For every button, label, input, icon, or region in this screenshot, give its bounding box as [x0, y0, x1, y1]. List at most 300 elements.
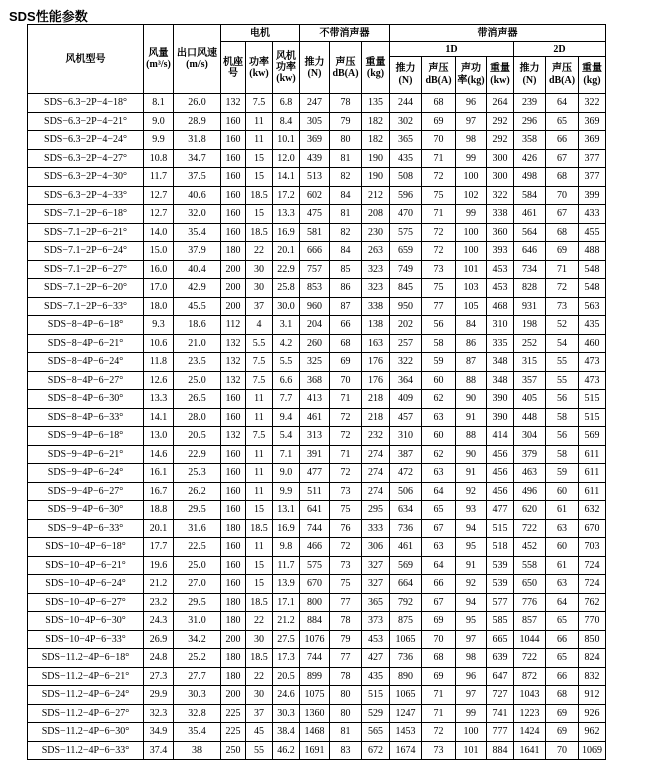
table-cell: 77 [330, 593, 362, 612]
table-cell: 200 [221, 686, 246, 705]
table-cell: 78 [330, 612, 362, 631]
table-cell: 348 [487, 353, 514, 372]
table-cell: 71 [422, 686, 456, 705]
table-cell: 163 [362, 334, 390, 353]
table-cell: 23.5 [174, 353, 221, 372]
table-cell: 264 [487, 94, 514, 113]
table-cell: 310 [390, 427, 422, 446]
table-cell: 17.3 [273, 649, 300, 668]
table-cell: 365 [390, 131, 422, 150]
table-cell: 13.9 [273, 575, 300, 594]
table-cell: 72 [330, 408, 362, 427]
table-cell: 25.2 [174, 649, 221, 668]
table-cell: 369 [579, 112, 606, 131]
table-cell: 274 [362, 464, 390, 483]
table-cell: 63 [422, 538, 456, 557]
table-row [28, 501, 606, 520]
table-cell: 9.9 [144, 131, 174, 150]
table-cell: 112 [221, 316, 246, 335]
table-cell: 244 [390, 94, 422, 113]
model-cell: SDS−8−4P−6−18° [28, 316, 144, 335]
table-cell: 477 [487, 501, 514, 520]
model-cell: SDS−9−4P−6−30° [28, 501, 144, 520]
model-cell: SDS−10−4P−6−21° [28, 556, 144, 575]
table-cell: 470 [390, 205, 422, 224]
table-cell: 63 [422, 408, 456, 427]
table-cell: 405 [514, 390, 546, 409]
table-cell: 84 [330, 242, 362, 261]
table-cell: 100 [456, 223, 487, 242]
model-cell: SDS−6.3−2P−4−24° [28, 131, 144, 150]
table-cell: 160 [221, 482, 246, 501]
table-cell: 439 [300, 149, 330, 168]
table-cell: 138 [362, 316, 390, 335]
table-cell: 32.0 [174, 205, 221, 224]
table-cell: 274 [362, 445, 390, 464]
table-cell: 960 [300, 297, 330, 316]
header-weight: 重量 (kg) [362, 42, 390, 94]
table-cell: 1691 [300, 741, 330, 760]
table-cell: 310 [487, 316, 514, 335]
table-cell: 515 [579, 408, 606, 427]
table-cell: 9.9 [273, 482, 300, 501]
table-cell: 90 [456, 390, 487, 409]
table-cell: 912 [579, 686, 606, 705]
table-cell: 84 [330, 186, 362, 205]
table-cell: 16.1 [144, 464, 174, 483]
table-cell: 650 [514, 575, 546, 594]
table-cell: 55 [546, 371, 579, 390]
header-no-silencer: 不带消声器 [300, 25, 390, 42]
table-cell: 15 [246, 556, 273, 575]
table-cell: 64 [422, 482, 456, 501]
table-cell: 448 [514, 408, 546, 427]
table-cell: 24.3 [144, 612, 174, 631]
table-cell: 724 [579, 575, 606, 594]
table-cell: 931 [514, 297, 546, 316]
table-cell: 596 [390, 186, 422, 205]
table-cell: 65 [422, 501, 456, 520]
model-cell: SDS−9−4P−6−21° [28, 445, 144, 464]
table-cell: 132 [221, 94, 246, 113]
table-cell: 962 [579, 723, 606, 742]
table-cell: 274 [362, 482, 390, 501]
table-cell: 218 [362, 390, 390, 409]
table-cell: 10.1 [273, 131, 300, 150]
table-cell: 1069 [579, 741, 606, 760]
table-cell: 670 [300, 575, 330, 594]
table-cell: 60 [422, 371, 456, 390]
table-cell: 70 [422, 131, 456, 150]
table-cell: 77 [422, 297, 456, 316]
table-cell: 13.0 [144, 427, 174, 446]
table-cell: 11 [246, 445, 273, 464]
table-cell: 35.4 [174, 223, 221, 242]
table-cell: 508 [390, 168, 422, 187]
table-cell: 69 [422, 667, 456, 686]
table-cell: 83 [330, 741, 362, 760]
model-cell: SDS−10−4P−6−18° [28, 538, 144, 557]
table-cell: 218 [362, 408, 390, 427]
table-cell: 68 [546, 168, 579, 187]
model-cell: SDS−8−4P−6−33° [28, 408, 144, 427]
model-cell: SDS−8−4P−6−21° [28, 334, 144, 353]
model-cell: SDS−6.3−2P−4−18° [28, 94, 144, 113]
model-cell: SDS−6.3−2P−4−33° [28, 186, 144, 205]
table-cell: 477 [300, 464, 330, 483]
table-cell: 67 [422, 593, 456, 612]
table-row [28, 519, 606, 538]
table-cell: 18.5 [246, 649, 273, 668]
table-row [28, 149, 606, 168]
table-cell: 69 [546, 242, 579, 261]
table-cell: 75 [422, 279, 456, 298]
header-noise: 声压 dB(A) [330, 42, 362, 94]
table-cell: 333 [362, 519, 390, 538]
model-cell: SDS−8−4P−6−24° [28, 353, 144, 372]
table-cell: 1641 [514, 741, 546, 760]
table-cell: 62 [422, 445, 456, 464]
table-cell: 9.0 [144, 112, 174, 131]
table-cell: 71 [422, 704, 456, 723]
table-cell: 54 [546, 334, 579, 353]
table-cell: 875 [390, 612, 422, 631]
table-row [28, 94, 606, 113]
table-cell: 21.2 [144, 575, 174, 594]
model-cell: SDS−11.2−4P−6−18° [28, 649, 144, 668]
model-cell: SDS−11.2−4P−6−27° [28, 704, 144, 723]
header-outlet-speed: 出口风速 (m/s) [174, 25, 221, 94]
table-cell: 30 [246, 279, 273, 298]
table-cell: 20.1 [273, 242, 300, 261]
table-cell: 539 [487, 556, 514, 575]
table-cell: 426 [514, 149, 546, 168]
table-cell: 548 [579, 279, 606, 298]
table-cell: 11 [246, 464, 273, 483]
table-cell: 97 [456, 112, 487, 131]
table-cell: 20.5 [174, 427, 221, 446]
table-cell: 26.9 [144, 630, 174, 649]
model-cell: SDS−7.1−2P−6−21° [28, 223, 144, 242]
model-cell: SDS−7.1−2P−6−33° [28, 297, 144, 316]
table-cell: 665 [487, 630, 514, 649]
table-cell: 800 [300, 593, 330, 612]
table-cell: 12.7 [144, 205, 174, 224]
table-cell: 190 [362, 149, 390, 168]
table-cell: 72 [546, 279, 579, 298]
sds-performance-table [27, 24, 606, 760]
table-cell: 260 [300, 334, 330, 353]
table-cell: 13.3 [273, 205, 300, 224]
table-cell: 16.9 [273, 519, 300, 538]
table-cell: 323 [362, 260, 390, 279]
model-cell: SDS−6.3−2P−4−21° [28, 112, 144, 131]
table-cell: 488 [579, 242, 606, 261]
table-cell: 263 [362, 242, 390, 261]
table-cell: 132 [221, 371, 246, 390]
table-cell: 518 [487, 538, 514, 557]
table-cell: 180 [221, 593, 246, 612]
table-cell: 727 [487, 686, 514, 705]
table-cell: 99 [456, 149, 487, 168]
table-cell: 461 [390, 538, 422, 557]
table-cell: 75 [330, 501, 362, 520]
table-cell: 24.6 [273, 686, 300, 705]
table-cell: 565 [362, 723, 390, 742]
table-cell: 80 [330, 131, 362, 150]
table-cell: 832 [579, 667, 606, 686]
table-cell: 72 [422, 223, 456, 242]
table-cell: 473 [579, 371, 606, 390]
table-cell: 257 [390, 334, 422, 353]
table-cell: 435 [579, 316, 606, 335]
table-cell: 21.0 [174, 334, 221, 353]
table-cell: 94 [456, 593, 487, 612]
table-cell: 37.4 [144, 741, 174, 760]
table-cell: 16.0 [144, 260, 174, 279]
table-cell: 15 [246, 575, 273, 594]
model-cell: SDS−7.1−2P−6−20° [28, 279, 144, 298]
table-cell: 634 [390, 501, 422, 520]
table-cell: 88 [456, 371, 487, 390]
table-cell: 190 [362, 168, 390, 187]
table-row [28, 112, 606, 131]
table-cell: 1468 [300, 723, 330, 742]
table-cell: 96 [456, 94, 487, 113]
table-cell: 8.4 [273, 112, 300, 131]
table-cell: 365 [362, 593, 390, 612]
table-cell: 639 [487, 649, 514, 668]
table-cell: 77 [330, 649, 362, 668]
table-cell: 369 [579, 131, 606, 150]
header-weight-1d: 重量 (kw) [487, 57, 514, 94]
table-cell: 744 [300, 649, 330, 668]
table-cell: 757 [300, 260, 330, 279]
table-cell: 92 [456, 575, 487, 594]
table-cell: 515 [579, 390, 606, 409]
table-cell: 453 [487, 279, 514, 298]
table-cell: 468 [487, 297, 514, 316]
table-cell: 87 [330, 297, 362, 316]
table-cell: 884 [300, 612, 330, 631]
table-cell: 664 [390, 575, 422, 594]
table-row [28, 408, 606, 427]
model-cell: SDS−9−4P−6−33° [28, 519, 144, 538]
table-cell: 539 [487, 575, 514, 594]
table-cell: 182 [362, 131, 390, 150]
table-cell: 75 [422, 186, 456, 205]
table-cell: 1065 [390, 686, 422, 705]
table-cell: 11.7 [144, 168, 174, 187]
table-cell: 575 [390, 223, 422, 242]
model-cell: SDS−10−4P−6−30° [28, 612, 144, 631]
table-cell: 295 [362, 501, 390, 520]
header-model: 风机型号 [28, 25, 144, 94]
model-cell: SDS−11.2−4P−6−30° [28, 723, 144, 742]
table-cell: 160 [221, 186, 246, 205]
table-cell: 72 [422, 242, 456, 261]
table-cell: 65 [546, 612, 579, 631]
table-cell: 58 [546, 408, 579, 427]
table-cell: 212 [362, 186, 390, 205]
table-cell: 88 [456, 427, 487, 446]
model-cell: SDS−10−4P−6−27° [28, 593, 144, 612]
table-row [28, 353, 606, 372]
table-cell: 58 [422, 334, 456, 353]
table-cell: 180 [221, 612, 246, 631]
table-cell: 28.0 [174, 408, 221, 427]
table-row [28, 445, 606, 464]
table-cell: 472 [390, 464, 422, 483]
table-cell: 5.5 [273, 353, 300, 372]
model-cell: SDS−11.2−4P−6−33° [28, 741, 144, 760]
table-cell: 611 [579, 464, 606, 483]
table-cell: 239 [514, 94, 546, 113]
table-cell: 19.6 [144, 556, 174, 575]
table-cell: 845 [390, 279, 422, 298]
table-cell: 82 [330, 168, 362, 187]
table-cell: 30 [246, 686, 273, 705]
table-cell: 7.7 [273, 390, 300, 409]
table-row [28, 260, 606, 279]
model-cell: SDS−6.3−2P−4−27° [28, 149, 144, 168]
table-cell: 80 [330, 686, 362, 705]
table-cell: 435 [362, 667, 390, 686]
table-row [28, 612, 606, 631]
table-cell: 200 [221, 260, 246, 279]
table-cell: 40.6 [174, 186, 221, 205]
table-cell: 72 [330, 427, 362, 446]
table-cell: 1424 [514, 723, 546, 742]
table-cell: 35.4 [174, 723, 221, 742]
table-cell: 99 [456, 205, 487, 224]
table-cell: 327 [362, 575, 390, 594]
table-cell: 777 [487, 723, 514, 742]
table-cell: 373 [362, 612, 390, 631]
table-cell: 296 [514, 112, 546, 131]
table-row [28, 649, 606, 668]
table-cell: 7.5 [246, 371, 273, 390]
table-cell: 91 [456, 408, 487, 427]
table-row [28, 316, 606, 335]
table-cell: 204 [300, 316, 330, 335]
table-row [28, 242, 606, 261]
table-cell: 7.5 [246, 353, 273, 372]
table-cell: 252 [514, 334, 546, 353]
table-row [28, 741, 606, 760]
table-cell: 1076 [300, 630, 330, 649]
table-cell: 672 [362, 741, 390, 760]
table-cell: 72 [330, 538, 362, 557]
table-cell: 73 [422, 260, 456, 279]
table-cell: 741 [487, 704, 514, 723]
table-cell: 1065 [390, 630, 422, 649]
table-cell: 22.9 [273, 260, 300, 279]
table-cell: 453 [487, 260, 514, 279]
table-cell: 68 [546, 223, 579, 242]
table-cell: 70 [422, 630, 456, 649]
table-cell: 100 [456, 168, 487, 187]
table-cell: 103 [456, 279, 487, 298]
table-cell: 460 [579, 334, 606, 353]
table-cell: 11.8 [144, 353, 174, 372]
table-cell: 575 [300, 556, 330, 575]
table-cell: 433 [579, 205, 606, 224]
table-cell: 22 [246, 612, 273, 631]
table-cell: 160 [221, 149, 246, 168]
table-cell: 200 [221, 297, 246, 316]
table-cell: 659 [390, 242, 422, 261]
table-cell: 247 [300, 94, 330, 113]
table-cell: 45.5 [174, 297, 221, 316]
table-cell: 377 [579, 168, 606, 187]
table-cell: 98 [456, 131, 487, 150]
table-cell: 857 [514, 612, 546, 631]
table-cell: 29.5 [174, 593, 221, 612]
table-cell: 792 [390, 593, 422, 612]
table-cell: 393 [487, 242, 514, 261]
table-cell: 22 [246, 667, 273, 686]
header-flow: 风量 (m³/s) [144, 25, 174, 94]
table-cell: 515 [487, 519, 514, 538]
table-cell: 3.1 [273, 316, 300, 335]
table-cell: 55 [246, 741, 273, 760]
table-cell: 100 [456, 723, 487, 742]
table-cell: 15.0 [144, 242, 174, 261]
table-row [28, 593, 606, 612]
table-cell: 1075 [300, 686, 330, 705]
table-row [28, 556, 606, 575]
table-cell: 315 [514, 353, 546, 372]
table-cell: 585 [487, 612, 514, 631]
table-cell: 31.6 [174, 519, 221, 538]
table-row [28, 686, 606, 705]
table-cell: 18.5 [246, 186, 273, 205]
table-cell: 306 [362, 538, 390, 557]
table-cell: 101 [456, 260, 487, 279]
table-cell: 364 [390, 371, 422, 390]
table-cell: 722 [514, 519, 546, 538]
table-cell: 646 [514, 242, 546, 261]
table-cell: 950 [390, 297, 422, 316]
table-cell: 84 [456, 316, 487, 335]
table-cell: 160 [221, 445, 246, 464]
table-cell: 105 [456, 297, 487, 316]
table-cell: 38 [174, 741, 221, 760]
table-cell: 461 [300, 408, 330, 427]
table-cell: 399 [579, 186, 606, 205]
table-cell: 322 [579, 94, 606, 113]
table-row [28, 205, 606, 224]
table-cell: 72 [330, 464, 362, 483]
table-cell: 872 [514, 667, 546, 686]
table-cell: 11 [246, 131, 273, 150]
model-cell: SDS−9−4P−6−27° [28, 482, 144, 501]
table-cell: 37 [246, 297, 273, 316]
table-cell: 305 [300, 112, 330, 131]
table-cell: 66 [546, 630, 579, 649]
table-cell: 75 [330, 575, 362, 594]
table-cell: 160 [221, 538, 246, 557]
table-cell: 828 [514, 279, 546, 298]
table-cell: 327 [362, 556, 390, 575]
table-cell: 14.1 [144, 408, 174, 427]
table-cell: 824 [579, 649, 606, 668]
model-cell: SDS−11.2−4P−6−21° [28, 667, 144, 686]
table-cell: 744 [300, 519, 330, 538]
table-cell: 724 [579, 556, 606, 575]
table-cell: 17.0 [144, 279, 174, 298]
